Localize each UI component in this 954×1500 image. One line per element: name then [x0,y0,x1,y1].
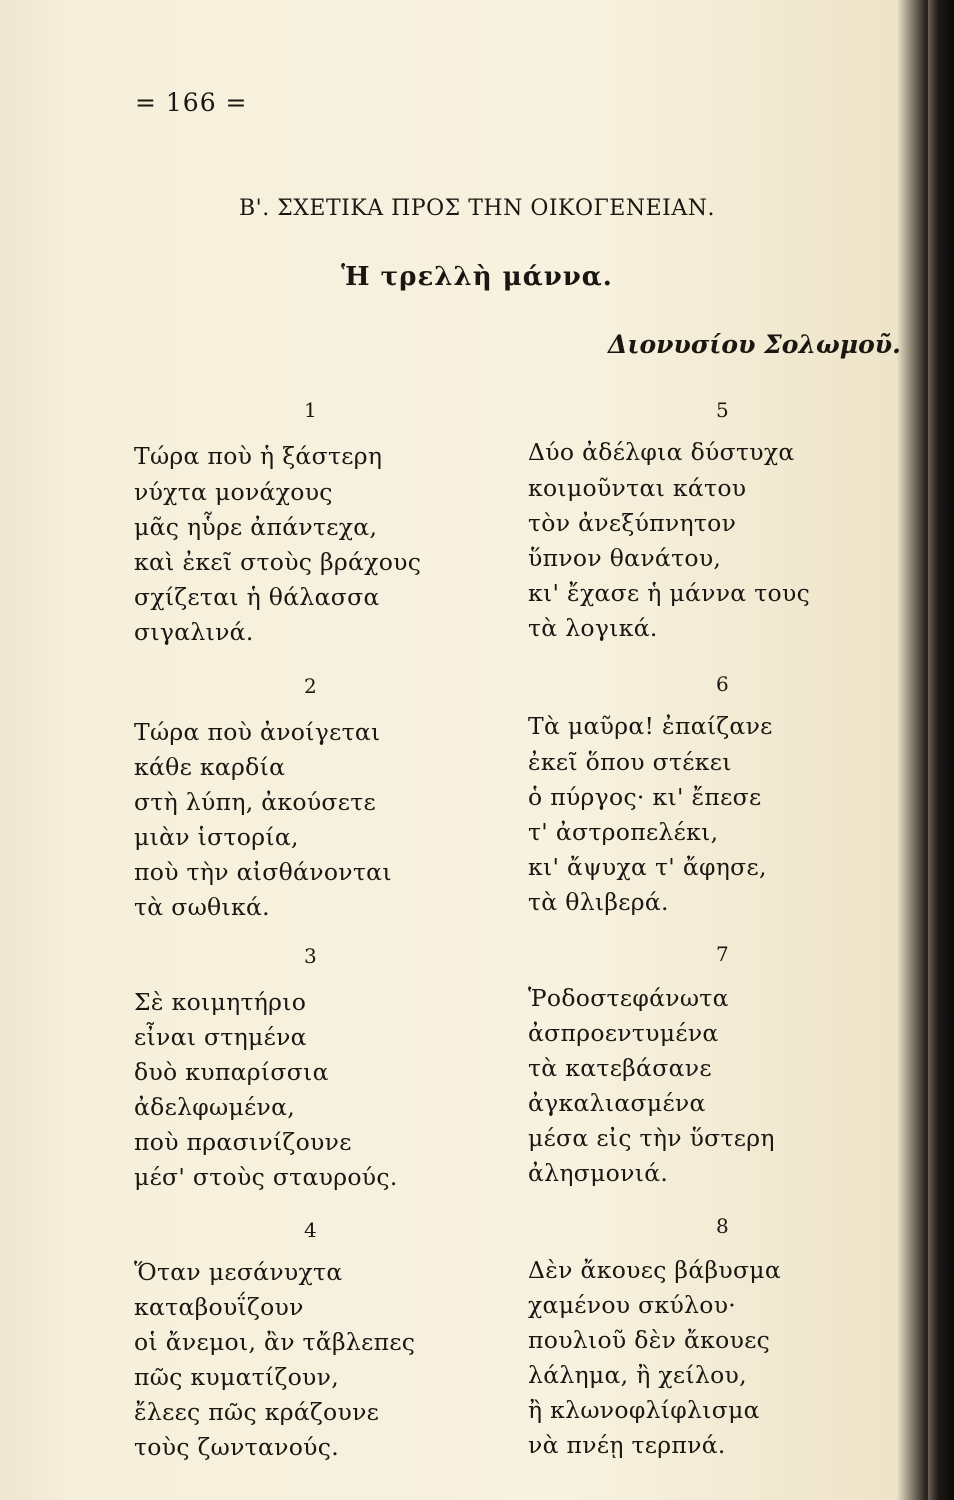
verse-line: πουλιοῦ δὲν ἄκουες [528,1326,771,1354]
verse-line: ἀγκαλιασμένα [528,1089,706,1117]
verse-line: τὸν ἀνεξύπνητον [528,509,737,537]
verse-line: ποὺ τὴν αἰσθάνονται [134,858,392,886]
verse-line: τὰ κατεβάσανε [528,1054,712,1082]
verse-line: μέσ' στοὺς σταυρούς. [134,1163,398,1191]
verse-line: ἀδελφωμένα, [134,1093,296,1121]
verse-line: νὰ πνέῃ τερπνά. [528,1431,726,1459]
verse-line: καὶ ἐκεῖ στοὺς βράχους [134,548,422,576]
verse-line: κι' ἄψυχα τ' ἄφησε, [528,853,767,881]
verse-line: δυὸ κυπαρίσσια [134,1058,329,1086]
stanza-number: 1 [304,398,317,422]
verse-line: σχίζεται ἡ θάλασσα [134,583,380,611]
verse-line: οἱ ἄνεμοι, ἂν τἄβλεπες [134,1328,416,1356]
stanza-number: 4 [304,1218,317,1242]
verse-line: ἔλεες πῶς κράζουνε [134,1398,380,1426]
verse-line: μέσα εἰς τὴν ὕστερη [528,1124,775,1152]
section-heading: Β'. ΣΧΕΤΙΚΑ ΠΡΟΣ ΤΗΝ ΟΙΚΟΓΕΝΕΙΑΝ. [239,196,715,221]
stanza-number: 3 [304,944,317,968]
verse-line: Τὰ μαῦρα! ἐπαίζανε [528,712,773,740]
verse-line: τ' ἀστροπελέκι, [528,818,719,846]
verse-line: Σὲ κοιμητήριο [134,988,307,1016]
verse-line: κάθε καρδία [134,753,286,781]
verse-line: κι' ἔχασε ἡ μάννα τους [528,579,811,607]
verse-line: Δύο ἀδέλφια δύστυχα [528,438,795,466]
verse-line: εἶναι στημένα [134,1023,307,1051]
verse-line: ἐκεῖ ὅπου στέκει [528,748,732,776]
verse-line: τὰ σωθικά. [134,893,270,921]
verse-line: μᾶς ηὗρε ἀπάντεχα, [134,513,378,541]
verse-line: τὰ λογικά. [528,614,658,642]
verse-line: Τώρα ποὺ ἡ ξάστερη [134,442,383,470]
verse-line: Τώρα ποὺ ἀνοίγεται [134,718,381,746]
poem-title: Ἡ τρελλὴ μάννα. [341,262,613,292]
verse-line: πῶς κυματίζουν, [134,1363,339,1391]
page-number: = 166 = [135,88,248,117]
stanza-number: 6 [716,672,729,696]
stanza-number: 7 [716,942,729,966]
poem-author: Διονυσίου Σολωμοῦ. [608,330,901,359]
verse-line: χαμένου σκύλου· [528,1291,737,1319]
verse-line: Ῥοδοστεφάνωτα [528,984,729,1012]
verse-line: ποὺ πρασινίζουνε [134,1128,352,1156]
verse-line: ἀλησμονιά. [528,1159,669,1187]
stanza-number: 2 [304,674,317,698]
verse-line: Ὅταν μεσάνυχτα [134,1258,343,1286]
verse-line: μιὰν ἱστορία, [134,823,299,851]
stanza-number: 5 [716,398,729,422]
verse-line: τοὺς ζωντανούς. [134,1433,339,1461]
verse-line: σιγαλινά. [134,618,254,646]
verse-line: τὰ θλιβερά. [528,888,669,916]
verse-line: καταβουΐζουν [134,1293,304,1321]
verse-line: Δὲν ἄκουες βάβυσμα [528,1256,782,1284]
verse-line: ἢ κλωνοφλίφλισμα [528,1396,760,1424]
verse-line: λάλημα, ἢ χείλου, [528,1361,747,1389]
page-edge-shadow [928,0,954,1500]
verse-line: νύχτα μονάχους [134,478,333,506]
verse-line: ἀσπροεντυμένα [528,1019,719,1047]
verse-line: στὴ λύπη, ἀκούσετε [134,788,377,816]
verse-line: ὕπνον θανάτου, [528,544,722,572]
verse-line: ὁ πύργος· κι' ἔπεσε [528,783,762,811]
verse-line: κοιμοῦνται κάτου [528,474,747,502]
stanza-number: 8 [716,1214,729,1238]
